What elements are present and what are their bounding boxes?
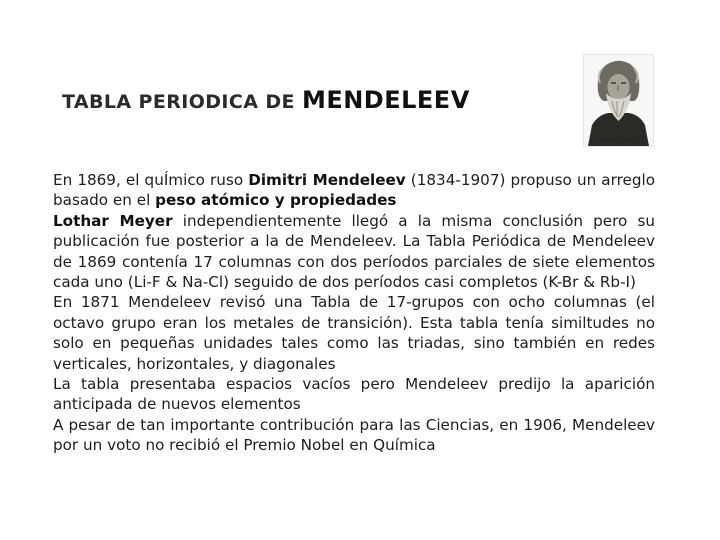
paragraph-5 bbox=[53, 415, 655, 456]
paragraph-1-bold-name: Dimitri Mendeleev bbox=[248, 171, 406, 189]
portrait-image bbox=[584, 55, 653, 146]
paragraph-4-text: La tabla presentaba espacios vacíos pero Mendeleev predijo la aparición anticipada de nuevos elementos bbox=[53, 375, 655, 414]
paragraph-5-text: A pesar de tan importante contribución para las Ciencias, en 1906, Mendeleev por un voto no recibió el Premio Nobel en Química bbox=[53, 415, 655, 455]
page-title bbox=[62, 86, 470, 114]
paragraph-1-bold-basis: peso atómico y propiedades bbox=[155, 191, 397, 210]
paragraph-4 bbox=[53, 374, 655, 415]
paragraph-1-text-a: En 1869, el quÍmico ruso bbox=[53, 171, 249, 189]
paragraph-2-bold-name: Lothar Meyer bbox=[53, 211, 173, 230]
title-prefix: TABLA PERIODICA DE bbox=[62, 91, 302, 113]
paragraph-1 bbox=[53, 170, 655, 211]
portrait-caption: Mendeleev bbox=[599, 137, 638, 145]
paragraph-3-text: En 1871 Mendeleev revisó una Tabla de 17-grupos con ocho columnas (el octavo grupo eran los metales de transición). Esta tabla tenía similtudes no solo en pequeñas unidades tales como las triadas, sino también en redes verticales, horizontales, y diagonales bbox=[53, 293, 655, 373]
paragraph-1-text-b: (1834-1907) propuso un arreglo basado en el bbox=[53, 171, 655, 210]
paragraph-2-text: independientemente llegó a la misma conclusión pero su publicación fue posterior a la de Mendeleev. La Tabla Periódica de Mendeleev de 1869 contenía 17 columnas con dos períodos parciales de siete elementos cada uno (Li-F & Na-Cl) seguido de dos períodos casi completos (K-Br & Rb-I) bbox=[53, 211, 655, 292]
body-text bbox=[53, 170, 655, 456]
paragraph-3 bbox=[53, 292, 655, 374]
title-emphasis: MENDELEEV bbox=[301, 86, 470, 114]
paragraph-2 bbox=[53, 211, 655, 293]
mendeleev-portrait bbox=[583, 54, 654, 147]
